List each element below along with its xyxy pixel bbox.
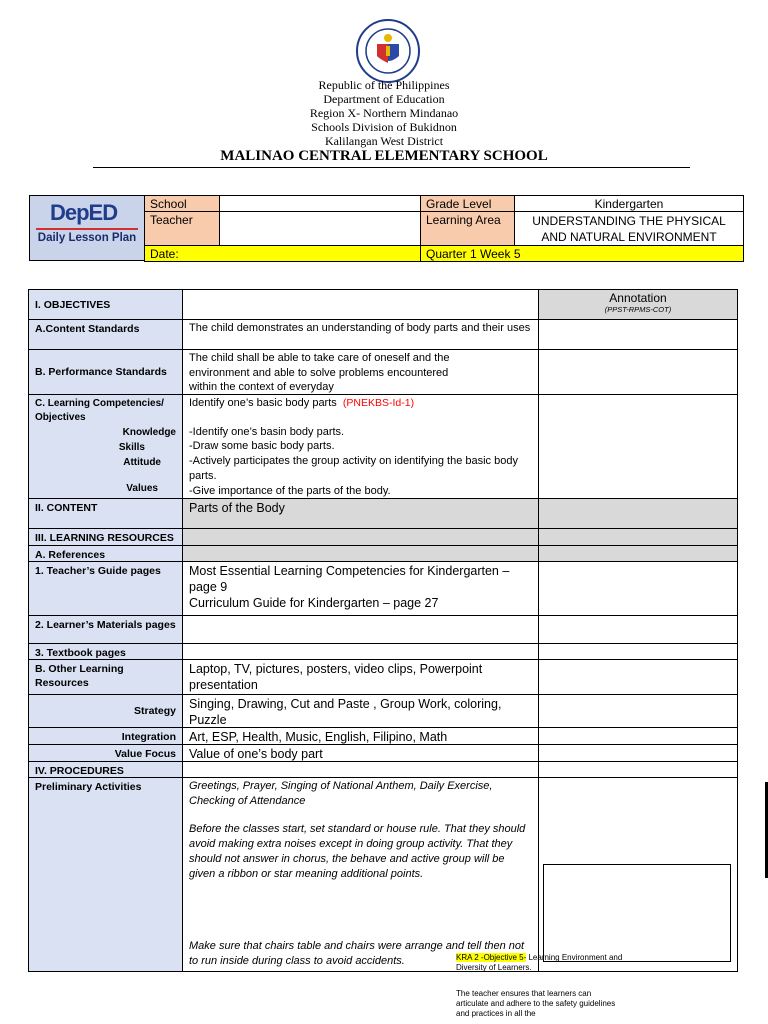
annotation-note-rest: Learning Environment and Diversity of Learners. (456, 953, 623, 972)
grade-value: Kindergarten (514, 195, 744, 212)
preliminary-value (182, 777, 539, 972)
annotation-note-title (456, 953, 624, 973)
kra-tag: KRA 2 -Objective 5- (456, 953, 527, 962)
table-row (29, 728, 739, 745)
resources-label: III. LEARNING RESOURCES (28, 528, 183, 546)
performance-standards-value (182, 349, 539, 395)
table-row (29, 616, 739, 644)
textbook-value (182, 643, 539, 660)
value-focus-label: Value Focus (28, 744, 183, 762)
table-row (29, 320, 739, 350)
annotation-cell (538, 528, 738, 546)
skills-label: Skills (118, 442, 145, 453)
annotation-cell (538, 727, 738, 745)
learners-materials-label: 2. Learner’s Materials pages (28, 615, 183, 644)
attitude-label: Attitude (123, 457, 161, 468)
comp-item: -Actively participates the group activity on identifying the basic body parts. (189, 455, 518, 482)
content-label: II. CONTENT (28, 498, 183, 529)
tg-line: Most Essential Learning Competencies for Kindergarten – (189, 564, 510, 578)
table-row (29, 660, 739, 695)
preliminary-label: Preliminary Activities (28, 777, 183, 972)
comp-code: (PNEKBS-Id-1) (342, 397, 415, 409)
annotation-cell (538, 561, 738, 616)
competencies-title: C. Learning Competencies/ Objectives (35, 398, 164, 423)
prelim-paragraph: Make sure that chairs table and chairs were arrange and tell then not to run inside during class to avoid accidents. (189, 940, 525, 967)
objectives-cell (182, 289, 539, 320)
annotation-cell (538, 319, 738, 350)
tg-line: Curriculum Guide for Kindergarten – page 27 (189, 596, 439, 610)
annotation-cell (538, 659, 738, 695)
strategy-label: Strategy (28, 694, 183, 728)
resources-cell (182, 528, 539, 546)
header-line: Region X- Northern Mindanao (309, 106, 459, 120)
deped-brand: DepED (50, 200, 118, 225)
prelim-paragraph: Greetings, Prayer, Singing of National Anthem, Daily Exercise, Checking of Attendance (189, 780, 493, 807)
content-standards-label: A.Content Standards (28, 319, 183, 350)
table-row (29, 290, 739, 320)
perf-line: within the context of everyday (189, 381, 334, 394)
references-label: A. References (28, 545, 183, 562)
logo-divider (36, 228, 138, 230)
comp-item: -Draw some basic body parts. (189, 440, 335, 453)
knowledge-label: Knowledge (122, 427, 176, 438)
deped-logo (29, 195, 145, 261)
perf-line: environment and able to solve problems encountered (189, 366, 449, 379)
annotation-note (456, 953, 624, 1019)
school-name: MALINAO CENTRAL ELEMENTARY SCHOOL (220, 148, 548, 164)
table-row (29, 350, 739, 395)
header-line: Department of Education (323, 92, 445, 106)
header-line: Schools Division of Bukidnon (311, 120, 457, 134)
quarter-label: Quarter 1 Week 5 (420, 245, 744, 262)
teachers-guide-value (182, 561, 539, 616)
header-line: Kalilangan West District (324, 134, 444, 148)
integration-value: Art, ESP, Health, Music, English, Filipino, Math (182, 727, 539, 745)
procedures-label: IV. PROCEDURES (28, 761, 183, 778)
annotation-cell (538, 615, 738, 644)
table-row (29, 745, 739, 762)
content-standards-value: The child demonstrates an understanding of body parts and their uses (182, 319, 539, 350)
performance-standards-label: B. Performance Standards (28, 349, 183, 395)
strategy-value: Singing, Drawing, Cut and Paste , Group Work, coloring, Puzzle (182, 694, 539, 728)
annotation-box (543, 864, 731, 962)
textbook-label: 3. Textbook pages (28, 643, 183, 660)
annotation-header (538, 289, 738, 320)
comp-item: -Identify one’s basin body parts. (189, 425, 345, 438)
prelim-paragraph: Before the classes start, set standard or house rule. That they should avoid making extra noises except in doing group activity. That they should not answer in chorus, the behave and active group will be given a ribbon or star meaning additional points. (189, 823, 526, 880)
table-row (29, 499, 739, 529)
annotation-cell (538, 777, 738, 972)
area-label: Learning Area (420, 211, 515, 246)
teacher-label: Teacher (144, 211, 220, 246)
value-focus-value: Value of one’s body part (182, 744, 539, 762)
table-row (29, 562, 739, 616)
annotation-title: Annotation (609, 291, 667, 305)
learners-materials-value (182, 615, 539, 644)
comp-main (189, 396, 532, 411)
teachers-guide-label: 1. Teacher’s Guide pages (28, 561, 183, 616)
competencies-label (28, 394, 183, 499)
grade-label: Grade Level (420, 195, 515, 212)
annotation-cell (538, 498, 738, 529)
comp-main-text: Identify one’s basic body parts (189, 397, 337, 409)
deped-seal-icon (355, 18, 421, 84)
logo-subtitle: Daily Lesson Plan (37, 232, 137, 244)
annotation-cell (538, 643, 738, 660)
content-value: Parts of the Body (182, 498, 539, 529)
competencies-value (182, 394, 539, 499)
annotation-cell (538, 545, 738, 562)
table-row (29, 546, 739, 562)
table-row (29, 762, 739, 778)
other-resources-label: B. Other Learning Resources (28, 659, 183, 695)
header-line: Republic of the Philippines (318, 78, 450, 92)
annotation-note-body: The teacher ensures that learners can articulate and adhere to the safety guidelines and practices in all the (456, 989, 616, 1018)
annotation-cell (538, 744, 738, 762)
table-row (29, 695, 739, 728)
area-value: UNDERSTANDING THE PHYSICAL AND NATURAL ENVIRONMENT (514, 211, 744, 246)
header-rule (93, 167, 690, 168)
school-field[interactable] (219, 195, 421, 212)
annotation-cell (538, 761, 738, 778)
table-row (29, 529, 739, 546)
teacher-field[interactable] (219, 211, 421, 246)
references-cell (182, 545, 539, 562)
values-label: Values (126, 483, 158, 494)
school-label: School (144, 195, 220, 212)
tg-line: page 9 (189, 580, 228, 594)
annotation-cell (538, 349, 738, 395)
comp-item: -Give importance of the parts of the body. (189, 484, 391, 497)
table-row (29, 644, 739, 660)
other-resources-value: Laptop, TV, pictures, posters, video clips, Powerpoint presentation (182, 659, 539, 695)
annotation-subtitle: (PPST-RPMS-COT) (604, 305, 672, 314)
table-row (29, 778, 739, 972)
annotation-cell (538, 694, 738, 728)
procedures-cell (182, 761, 539, 778)
objectives-label: I. OBJECTIVES (28, 289, 183, 320)
annotation-cell (538, 394, 738, 499)
date-label: Date: (144, 245, 421, 262)
table-row (29, 395, 739, 499)
perf-line: The child shall be able to take care of oneself and the (189, 352, 450, 364)
integration-label: Integration (28, 727, 183, 745)
